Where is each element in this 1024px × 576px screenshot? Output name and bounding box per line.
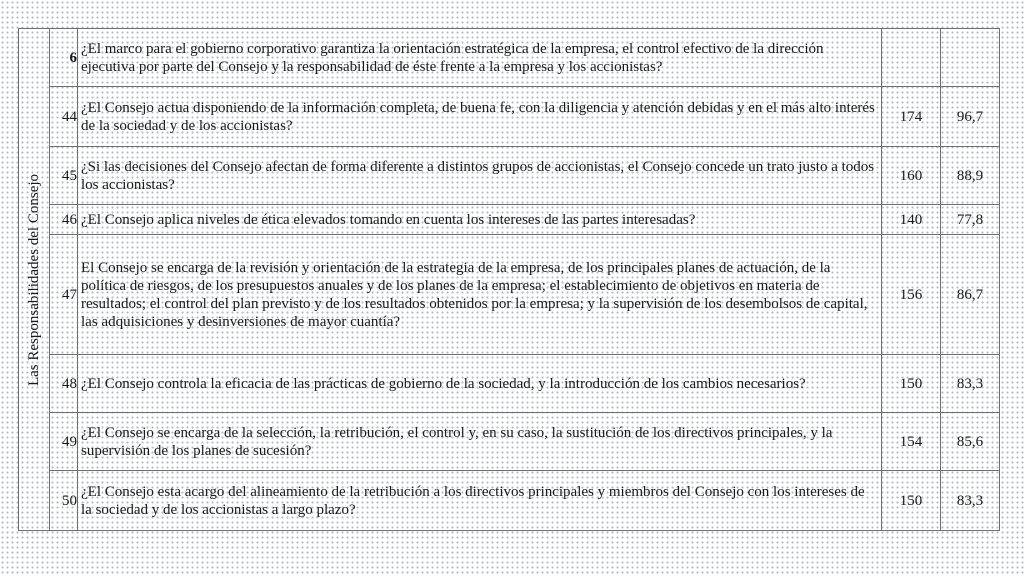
table-row <box>19 205 1000 235</box>
count-cell: 150 <box>882 471 941 531</box>
table-row <box>19 29 1000 87</box>
count-cell: 154 <box>882 413 941 471</box>
row-number: 49 <box>50 413 78 471</box>
count-cell <box>882 29 941 87</box>
question-text: ¿El Consejo aplica niveles de ética elevados tomando en cuenta los intereses de las partes interesadas? <box>78 205 882 235</box>
table-row <box>19 355 1000 413</box>
percent-cell <box>941 29 1000 87</box>
table-row <box>19 147 1000 205</box>
row-number: 45 <box>50 147 78 205</box>
question-text: ¿El Consejo se encarga de la selección, la retribución, el control y, en su caso, la sustitución de los directivos principales, y la supervisión de los planes de sucesión? <box>78 413 882 471</box>
percent-cell: 96,7 <box>941 87 1000 147</box>
question-text: ¿Si las decisiones del Consejo afectan de forma diferente a distintos grupos de accionistas, el Consejo concede un trato justo a todos los accionistas? <box>78 147 882 205</box>
percent-cell: 83,3 <box>941 355 1000 413</box>
percent-cell: 77,8 <box>941 205 1000 235</box>
table-row <box>19 235 1000 355</box>
percent-cell: 83,3 <box>941 471 1000 531</box>
percent-cell: 88,9 <box>941 147 1000 205</box>
count-cell: 160 <box>882 147 941 205</box>
percent-cell: 85,6 <box>941 413 1000 471</box>
section-label-cell <box>19 29 50 531</box>
row-number: 6 <box>50 29 78 87</box>
table-row <box>19 471 1000 531</box>
count-cell: 156 <box>882 235 941 355</box>
count-cell: 150 <box>882 355 941 413</box>
count-cell: 174 <box>882 87 941 147</box>
question-text: ¿El marco para el gobierno corporativo garantiza la orientación estratégica de la empresa, el control efectivo de la dirección ejecutiva por parte del Consejo y la responsabilidad de éste frente a la empresa y los accionistas? <box>78 29 882 87</box>
percent-cell: 86,7 <box>941 235 1000 355</box>
responsibilities-table <box>18 28 1000 531</box>
row-number: 46 <box>50 205 78 235</box>
row-number: 48 <box>50 355 78 413</box>
row-number: 47 <box>50 235 78 355</box>
table-row <box>19 87 1000 147</box>
table-row <box>19 413 1000 471</box>
section-label: Las Responsabilidades del Consejo <box>26 173 42 386</box>
count-cell: 140 <box>882 205 941 235</box>
question-text: ¿El Consejo esta acargo del alineamiento de la retribución a los directivos principales y miembros del Consejo con los intereses de la sociedad y de los accionistas a largo plazo? <box>78 471 882 531</box>
question-text: El Consejo se encarga de la revisión y orientación de la estrategia de la empresa, de los principales planes de actuación, de la política de riesgos, de los presupuestos anuales y de los planes de la empresa; el establecimiento de objetivos en materia de resultados; el control del plan previsto y de los resultados obtenidos por la empresa; y la supervisión de los desembolsos de capital, las adquisiciones y desinversiones de mayor cuantía? <box>78 235 882 355</box>
question-text: ¿El Consejo actua disponiendo de la información completa, de buena fe, con la diligencia y atención debidas y en el más alto interés de la sociedad y de los accionistas? <box>78 87 882 147</box>
row-number: 50 <box>50 471 78 531</box>
question-text: ¿El Consejo controla la eficacia de las prácticas de gobierno de la sociedad, y la introducción de los cambios necesarios? <box>78 355 882 413</box>
row-number: 44 <box>50 87 78 147</box>
